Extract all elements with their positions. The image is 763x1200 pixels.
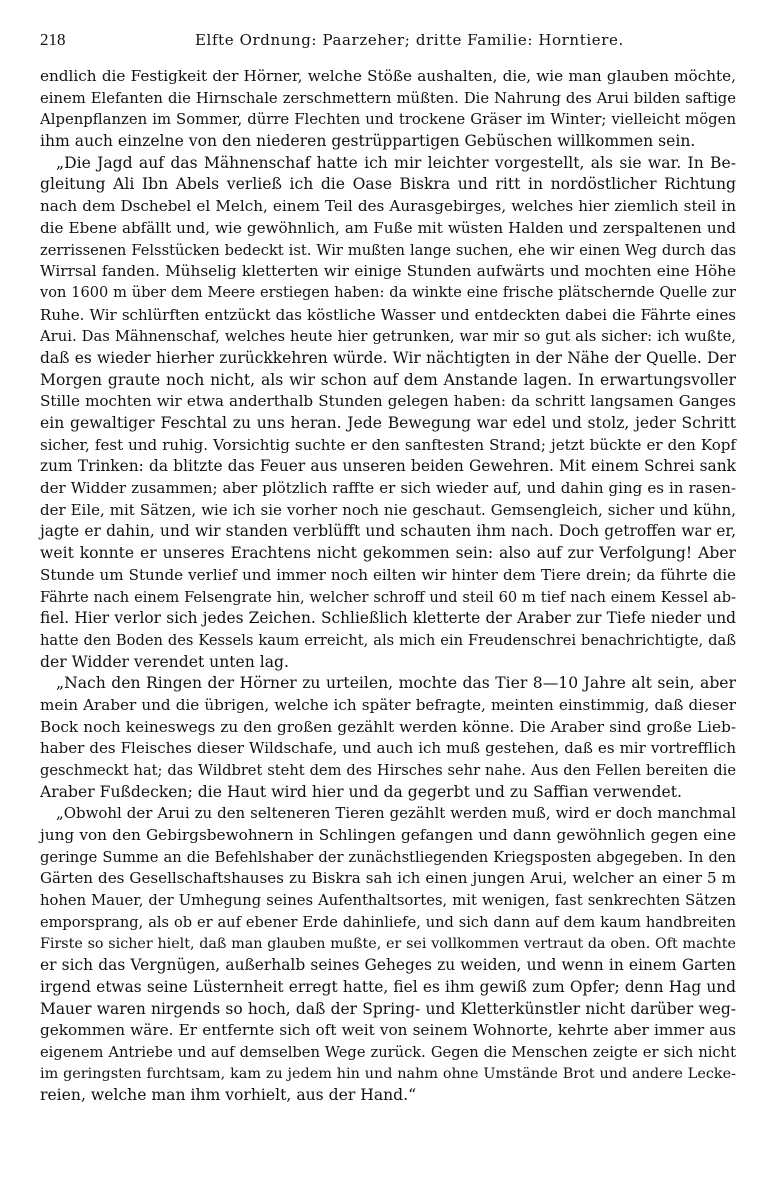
- text-line: Arui. Das Mähnenschaf, welches heute hier getrunken, war mir so gut als sicher: ich wußte,: [40, 328, 736, 346]
- text-line: Mauer waren nirgends so hoch, daß der Spring- und Kletterkünstler nicht darüber weg-: [40, 999, 736, 1018]
- text-line: emporsprang, als ob er auf ebener Erde dahinliefe, und sich dann auf dem kaum handbreiten: [40, 913, 736, 931]
- text-line: zum Trinken: da blitzte das Feuer aus unseren beiden Gewehren. Mit einem Schrei sank: [40, 457, 736, 476]
- text-line: fiel. Hier verlor sich jedes Zeichen. Schließlich kletterte der Araber zur Tiefe nieder und: [40, 609, 736, 628]
- text-line: Stunde um Stunde verlief und immer noch eilten wir hinter dem Tiere drein; da führte die: [40, 565, 736, 584]
- text-line: nach dem Dschebel el Melch, einem Teil des Aurasgebirges, welches hier ziemlich steil in: [40, 197, 736, 216]
- text-line: Bock noch keineswegs zu den großen gezählt werden könne. Die Araber sind große Lieb-: [40, 717, 736, 736]
- text-line: jung von den Gebirgsbewohnern in Schlingen gefangen und dann gewöhnlich gegen eine: [40, 826, 736, 845]
- text-line: mein Araber und die übrigen, welche ich später befragte, meinten einstimmig, daß dieser: [40, 695, 736, 714]
- text-line: geschmeckt hat; das Wildbret steht dem des Hirsches sehr nahe. Aus den Fellen bereiten die: [40, 762, 736, 779]
- page-header: [40, 30, 730, 54]
- text-line: „Nach den Ringen der Hörner zu urteilen, mochte das Tier 8—10 Jahre alt sein, aber: [56, 674, 736, 693]
- text-line: sicher, fest und ruhig. Vorsichtig suchte er den sanftesten Strand; jetzt bückte er den Kopf: [40, 435, 736, 454]
- text-line: Alpenpflanzen im Sommer, dürre Flechten und trockene Gräser im Winter; vielleicht mögen: [40, 111, 736, 129]
- page-number: 218: [40, 30, 66, 49]
- text-line: Gärten des Gesellschaftshauses zu Biskra sah ich einen jungen Arui, welcher an einer 5 m: [40, 869, 736, 888]
- text-line: Morgen graute noch nicht, als wir schon auf dem Anstande lagen. In erwartungsvoller: [40, 370, 736, 389]
- text-line: im geringsten furchtsam, kam zu jedem hin und nahm ohne Umstände Brot und andere Lecke-: [40, 1065, 736, 1082]
- text-line: Ruhe. Wir schlürften entzückt das köstliche Wasser und entdeckten dabei die Fährte eines: [40, 305, 736, 324]
- text-line: haber des Fleisches dieser Wildschafe, und auch ich muß gestehen, daß es mir vortrefflich: [40, 739, 736, 758]
- text-line: der Eile, mit Sätzen, wie ich sie vorher noch nie geschaut. Gemsengleich, sicher und kühn,: [40, 500, 736, 519]
- text-line: die Ebene abfällt und, wie gewöhnlich, am Fuße mit wüsten Halden und zerspaltenen und: [40, 218, 736, 237]
- text-line: Araber Fußdecken; die Haut wird hier und da gegerbt und zu Saffian verwendet.: [40, 782, 682, 801]
- text-line: er sich das Vergnügen, außerhalb seines Geheges zu weiden, und wenn in einem Garten: [40, 956, 736, 975]
- text-line: irgend etwas seine Lüsternheit erregt hatte, fiel es ihm gewiß zum Opfer; denn Hag und: [40, 977, 736, 996]
- text-line: weit konnte er unseres Erachtens nicht gekommen sein: also auf zur Verfolgung! Aber: [40, 544, 736, 563]
- text-line: einem Elefanten die Hirnschale zerschmettern müßten. Die Nahrung des Arui bilden saftige: [40, 89, 736, 107]
- text-line: der Widder zusammen; aber plötzlich raffte er sich wieder auf, und dahin ging es in rasen-: [40, 479, 736, 498]
- text-line: gleitung Ali Ibn Abels verließ ich die Oase Biskra und ritt in nordöstlicher Richtung: [40, 175, 736, 194]
- text-line: gekommen wäre. Er entfernte sich oft weit von seinem Wohnorte, kehrte aber immer aus: [40, 1021, 736, 1040]
- text-line: Wirrsal fanden. Mühselig kletterten wir einige Stunden aufwärts und mochten eine Höhe: [40, 262, 736, 281]
- text-line: reien, welche man ihm vorhielt, aus der Hand.“: [40, 1086, 417, 1105]
- text-line: jagte er dahin, und wir standen verblüfft und schauten ihm nach. Doch getroffen war er,: [40, 522, 736, 541]
- text-line: „Die Jagd auf das Mähnenschaf hatte ich mir leichter vorgestellt, als sie war. In Be-: [56, 153, 736, 172]
- text-line: Fährte nach einem Felsengrate hin, welcher schroff und steil 60 m tief nach einem Kessel ab-: [40, 588, 736, 606]
- text-line: geringe Summe an die Befehlshaber der zunächstliegenden Kriegsposten abgegeben. In den: [40, 848, 736, 866]
- text-line: ein gewaltiger Feschtal zu uns heran. Jede Bewegung war edel und stolz, jeder Schritt: [40, 414, 736, 432]
- text-line: hatte den Boden des Kessels kaum erreicht, als mich ein Freudenschrei benachrichtigte, daß: [40, 631, 736, 649]
- text-line: endlich die Festigkeit der Hörner, welche Stöße aushalten, die, wie man glauben möchte,: [40, 67, 736, 85]
- text-line: von 1600 m über dem Meere erstiegen haben: da winkte eine frische plätschernde Quelle zur: [40, 284, 736, 301]
- text-line: Stille mochten wir etwa anderthalb Stunden gelegen haben: da schritt langsamen Ganges: [40, 392, 736, 411]
- text-line: der Widder verendet unten lag.: [40, 652, 289, 671]
- body-text: [40, 66, 736, 1107]
- text-line: „Obwohl der Arui zu den selteneren Tieren gezählt werden muß, wird er doch manchmal: [56, 804, 736, 823]
- text-line: hohen Mauer, der Umhegung seines Aufenthaltsortes, mit wenigen, fast senkrechten Sätzen: [40, 892, 736, 910]
- text-line: ihm auch einzelne von den niederen gestrüppartigen Gebüschen willkommen sein.: [40, 132, 696, 151]
- text-line: daß es wieder hierher zurückkehren würde. Wir nächtigten in der Nähe der Quelle. Der: [40, 348, 736, 367]
- text-line: eigenem Antriebe und auf demselben Wege zurück. Gegen die Menschen zeigte er sich nicht: [40, 1043, 736, 1061]
- running-head: Elfte Ordnung: Paarzeher; dritte Familie: Horntiere.: [195, 31, 624, 49]
- text-line: Firste so sicher hielt, daß man glauben mußte, er sei vollkommen vertraut da oben. Oft machte: [40, 935, 736, 952]
- text-line: zerrissenen Felsstücken bedeckt ist. Wir mußten lange suchen, ehe wir einen Weg durch das: [40, 241, 736, 259]
